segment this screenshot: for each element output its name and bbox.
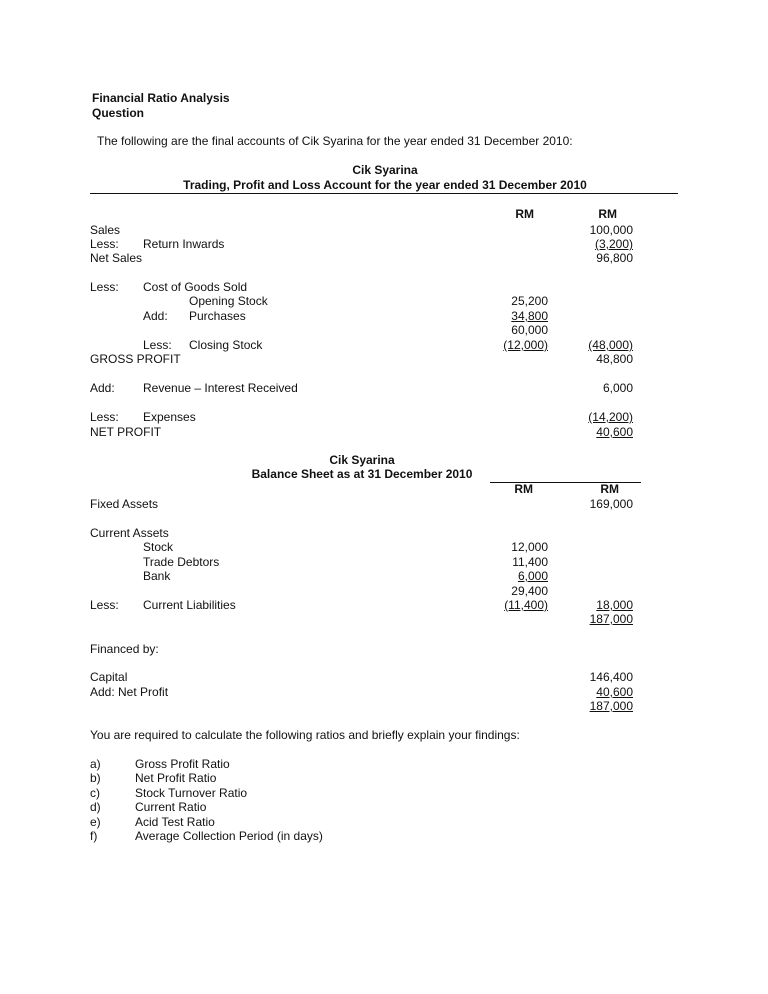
fixed-assets-value: 169,000: [589, 497, 633, 511]
trade-debtors-value: 11,400: [512, 555, 548, 569]
pl-heading-rule: [90, 193, 678, 194]
question-item-letter: c): [90, 786, 100, 800]
net-profit-value: 40,600: [596, 425, 633, 439]
financed-total-value: 187,000: [589, 699, 633, 713]
gross-profit-label: GROSS PROFIT: [90, 352, 181, 366]
current-assets-total-value: 29,400: [511, 584, 548, 598]
question-item-text: Gross Profit Ratio: [135, 757, 230, 771]
closing-stock-label: Closing Stock: [189, 338, 263, 352]
trade-debtors-label: Trade Debtors: [143, 555, 220, 569]
less-label: Less:: [90, 237, 119, 251]
less-label: Less:: [90, 410, 119, 424]
less-label: Less:: [143, 338, 172, 352]
pl-company-name: Cik Syarina: [352, 163, 418, 177]
question-item-letter: a): [90, 757, 101, 771]
purchases-label: Purchases: [189, 309, 246, 323]
question-item-letter: b): [90, 771, 101, 785]
purchases-value: 34,800: [511, 309, 548, 323]
less-label: Less:: [90, 598, 119, 612]
opening-stock-label: Opening Stock: [189, 294, 268, 308]
add-net-profit-value: 40,600: [596, 685, 633, 699]
add-label: Add:: [90, 381, 115, 395]
less-label: Less:: [90, 280, 119, 294]
document-title: Financial Ratio Analysis: [92, 91, 230, 105]
net-profit-label: NET PROFIT: [90, 425, 162, 439]
financed-by-label: Financed by:: [90, 642, 159, 656]
add-label: Add:: [143, 309, 168, 323]
closing-stock-value: (12,000): [503, 338, 548, 352]
stock-value: 12,000: [511, 540, 548, 554]
expenses-value: (14,200): [588, 410, 633, 424]
net-sales-value: 96,800: [596, 251, 633, 265]
stock-label: Stock: [143, 540, 174, 554]
bs-company-name: Cik Syarina: [329, 453, 395, 467]
sales-label: Sales: [90, 223, 121, 237]
sales-value: 100,000: [589, 223, 633, 237]
question-item-text: Current Ratio: [135, 800, 207, 814]
pl-col2-header: RM: [598, 207, 617, 221]
question-item-letter: d): [90, 800, 101, 814]
pl-heading: Trading, Profit and Loss Account for the year ended 31 December 2010: [183, 178, 587, 192]
current-liabilities-value: (11,400): [504, 598, 548, 612]
interest-revenue-label: Revenue – Interest Received: [143, 381, 298, 395]
return-inwards-label: Return Inwards: [143, 237, 225, 251]
cogs-value: (48,000): [588, 338, 633, 352]
current-liabilities-label: Current Liabilities: [143, 598, 236, 612]
question-item-text: Average Collection Period (in days): [135, 829, 323, 843]
question-item-text: Stock Turnover Ratio: [135, 786, 248, 800]
balance-total-value: 187,000: [589, 612, 633, 626]
question-item-letter: e): [90, 815, 101, 829]
net-sales-label: Net Sales: [90, 251, 143, 265]
question-instruction: You are required to calculate the following ratios and briefly explain your findings:: [90, 728, 520, 742]
question-item-text: Acid Test Ratio: [135, 815, 215, 829]
bs-heading: Balance Sheet as at 31 December 2010: [251, 467, 473, 481]
bs-col2-header: RM: [600, 482, 619, 496]
bank-value: 6,000: [517, 569, 548, 583]
fixed-assets-label: Fixed Assets: [90, 497, 159, 511]
gross-profit-value: 48,800: [596, 352, 633, 366]
add-net-profit-label: Add: Net Profit: [90, 685, 169, 699]
purchases-subtotal-value: 60,000: [511, 323, 548, 337]
intro-text: The following are the final accounts of Cik Syarina for the year ended 31 December 2010:: [97, 134, 573, 148]
current-assets-label: Current Assets: [90, 526, 169, 540]
expenses-label: Expenses: [143, 410, 196, 424]
capital-label: Capital: [90, 670, 128, 684]
question-item-text: Net Profit Ratio: [135, 771, 217, 785]
interest-revenue-value: 6,000: [602, 381, 633, 395]
cogs-label: Cost of Goods Sold: [143, 280, 248, 294]
question-item-letter: f): [90, 829, 98, 843]
pl-col1-header: RM: [515, 207, 534, 221]
return-inwards-value: (3,200): [594, 237, 633, 251]
bs-col1-header: RM: [514, 482, 533, 496]
bs-heading-rule: [490, 482, 641, 483]
capital-value: 146,400: [589, 670, 633, 684]
working-capital-value: 18,000: [596, 598, 633, 612]
opening-stock-value: 25,200: [511, 294, 548, 308]
bank-label: Bank: [143, 569, 171, 583]
document-subtitle: Question: [92, 106, 145, 120]
